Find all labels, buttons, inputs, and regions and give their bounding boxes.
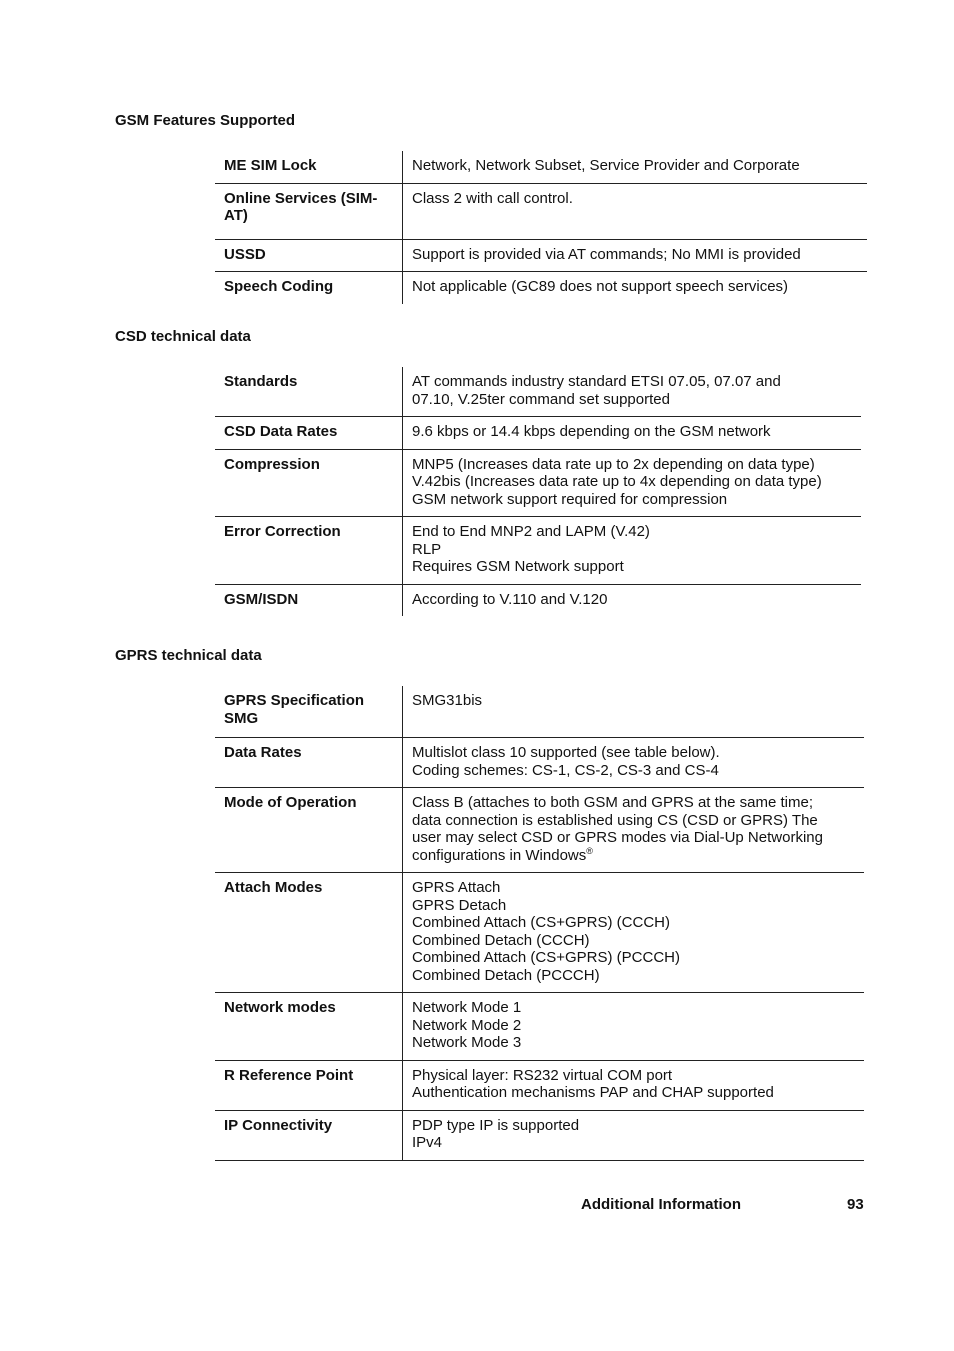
gprs-technical-table bbox=[215, 686, 864, 1161]
gsm-section-title: GSM Features Supported bbox=[115, 112, 296, 129]
row-label: Network modes bbox=[215, 993, 403, 1061]
table-row bbox=[215, 1110, 864, 1160]
value-line: End to End MNP2 and LAPM (V.42) bbox=[412, 523, 650, 540]
value-line: Combined Attach (CS+GPRS) (CCCH) bbox=[412, 914, 670, 931]
value-line: 07.10, V.25ter command set supported bbox=[412, 390, 670, 408]
value-line: V.42bis (Increases data rate up to 4x depending on data type) bbox=[412, 473, 822, 490]
value-line: Network Mode 3 bbox=[412, 1034, 522, 1051]
csd-technical-table bbox=[215, 367, 861, 616]
registered-mark: ® bbox=[586, 845, 593, 856]
csd-section-title: CSD technical data bbox=[115, 328, 251, 345]
row-label: Online Services (SIM-AT) bbox=[215, 183, 403, 239]
row-value: Class 2 with call control. bbox=[412, 189, 573, 207]
row-label: GPRS Specification SMG bbox=[215, 686, 403, 738]
table-row bbox=[215, 788, 864, 873]
value-line: GSM network support required for compression bbox=[412, 490, 728, 508]
value-line: data connection is established using CS (CSD or GPRS) The bbox=[412, 811, 818, 829]
table-row bbox=[215, 183, 867, 239]
row-value bbox=[403, 873, 865, 993]
value-line: Combined Attach (CS+GPRS) (PCCCH) bbox=[412, 949, 680, 966]
value-line: Physical layer: RS232 virtual COM port bbox=[412, 1066, 673, 1084]
row-value bbox=[403, 417, 862, 450]
row-value bbox=[403, 1060, 865, 1110]
row-value bbox=[403, 367, 862, 417]
row-value bbox=[403, 788, 865, 873]
value-line: Network Mode 1 bbox=[412, 999, 522, 1016]
value-line: user may select CSD or GPRS modes via Dial-Up Networking bbox=[412, 829, 823, 846]
table-row bbox=[215, 151, 867, 183]
row-label: Standards bbox=[215, 367, 403, 417]
value-line: Requires GSM Network support bbox=[412, 558, 624, 575]
row-label: Data Rates bbox=[215, 738, 403, 788]
row-label: Attach Modes bbox=[215, 873, 403, 993]
value-line: GPRS Detach bbox=[412, 896, 507, 914]
value-line: IPv4 bbox=[412, 1134, 443, 1151]
row-label: R Reference Point bbox=[215, 1060, 403, 1110]
value-line: 9.6 kbps or 14.4 kbps depending on the GSM network bbox=[412, 423, 771, 440]
table-row bbox=[215, 584, 861, 616]
row-label: GSM/ISDN bbox=[215, 584, 403, 616]
value-line bbox=[412, 847, 855, 865]
row-label: USSD bbox=[215, 239, 403, 272]
value-line: Coding schemes: CS-1, CS-2, CS-3 and CS-4 bbox=[412, 761, 719, 779]
table-row bbox=[215, 449, 861, 517]
row-value bbox=[403, 686, 865, 738]
value-line: Multislot class 10 supported (see table below). bbox=[412, 744, 720, 761]
gprs-section-title: GPRS technical data bbox=[115, 647, 262, 664]
value-line: Class B (attaches to both GSM and GPRS at the same time; bbox=[412, 794, 814, 811]
value-line: Authentication mechanisms PAP and CHAP supported bbox=[412, 1084, 774, 1101]
value-line: SMG31bis bbox=[412, 692, 483, 709]
value-line: Combined Detach (PCCCH) bbox=[412, 966, 600, 984]
row-value bbox=[403, 738, 865, 788]
value-line: Combined Detach (CCCH) bbox=[412, 931, 590, 949]
row-label: IP Connectivity bbox=[215, 1110, 403, 1160]
value-line: Network Mode 2 bbox=[412, 1016, 522, 1034]
row-value bbox=[403, 993, 865, 1061]
value-line: GPRS Attach bbox=[412, 879, 501, 896]
row-value bbox=[403, 1110, 865, 1160]
row-value bbox=[403, 584, 862, 616]
value-line: According to V.110 and V.120 bbox=[412, 590, 608, 608]
table-row bbox=[215, 239, 867, 272]
table-row bbox=[215, 993, 864, 1061]
page-number: 93 bbox=[847, 1196, 864, 1213]
row-value: Support is provided via AT commands; No MMI is provided bbox=[412, 245, 801, 263]
value-line: AT commands industry standard ETSI 07.05, 07.07 and bbox=[412, 373, 781, 390]
footer-section-name: Additional Information bbox=[581, 1196, 741, 1213]
table-row bbox=[215, 873, 864, 993]
value-line: RLP bbox=[412, 540, 442, 558]
value-line: MNP5 (Increases data rate up to 2x depending on data type) bbox=[412, 455, 815, 473]
row-value bbox=[403, 449, 862, 517]
value-line-text: configurations in Windows bbox=[412, 846, 587, 864]
row-value: Not applicable (GC89 does not support speech services) bbox=[412, 278, 789, 295]
table-row bbox=[215, 1060, 864, 1110]
row-label: Compression bbox=[215, 449, 403, 517]
row-label: CSD Data Rates bbox=[215, 417, 403, 450]
value-line: PDP type IP is supported bbox=[412, 1116, 580, 1134]
table-row bbox=[215, 738, 864, 788]
table-row bbox=[215, 517, 861, 585]
row-label: ME SIM Lock bbox=[215, 151, 403, 183]
table-row bbox=[215, 417, 861, 450]
row-label: Mode of Operation bbox=[215, 788, 403, 873]
row-value: Network, Network Subset, Service Provider and Corporate bbox=[412, 157, 800, 174]
table-row bbox=[215, 272, 867, 304]
row-value bbox=[403, 517, 862, 585]
table-row bbox=[215, 686, 864, 738]
table-row bbox=[215, 367, 861, 417]
row-label: Speech Coding bbox=[215, 272, 403, 304]
gsm-features-table bbox=[215, 151, 867, 304]
row-label: Error Correction bbox=[215, 517, 403, 585]
